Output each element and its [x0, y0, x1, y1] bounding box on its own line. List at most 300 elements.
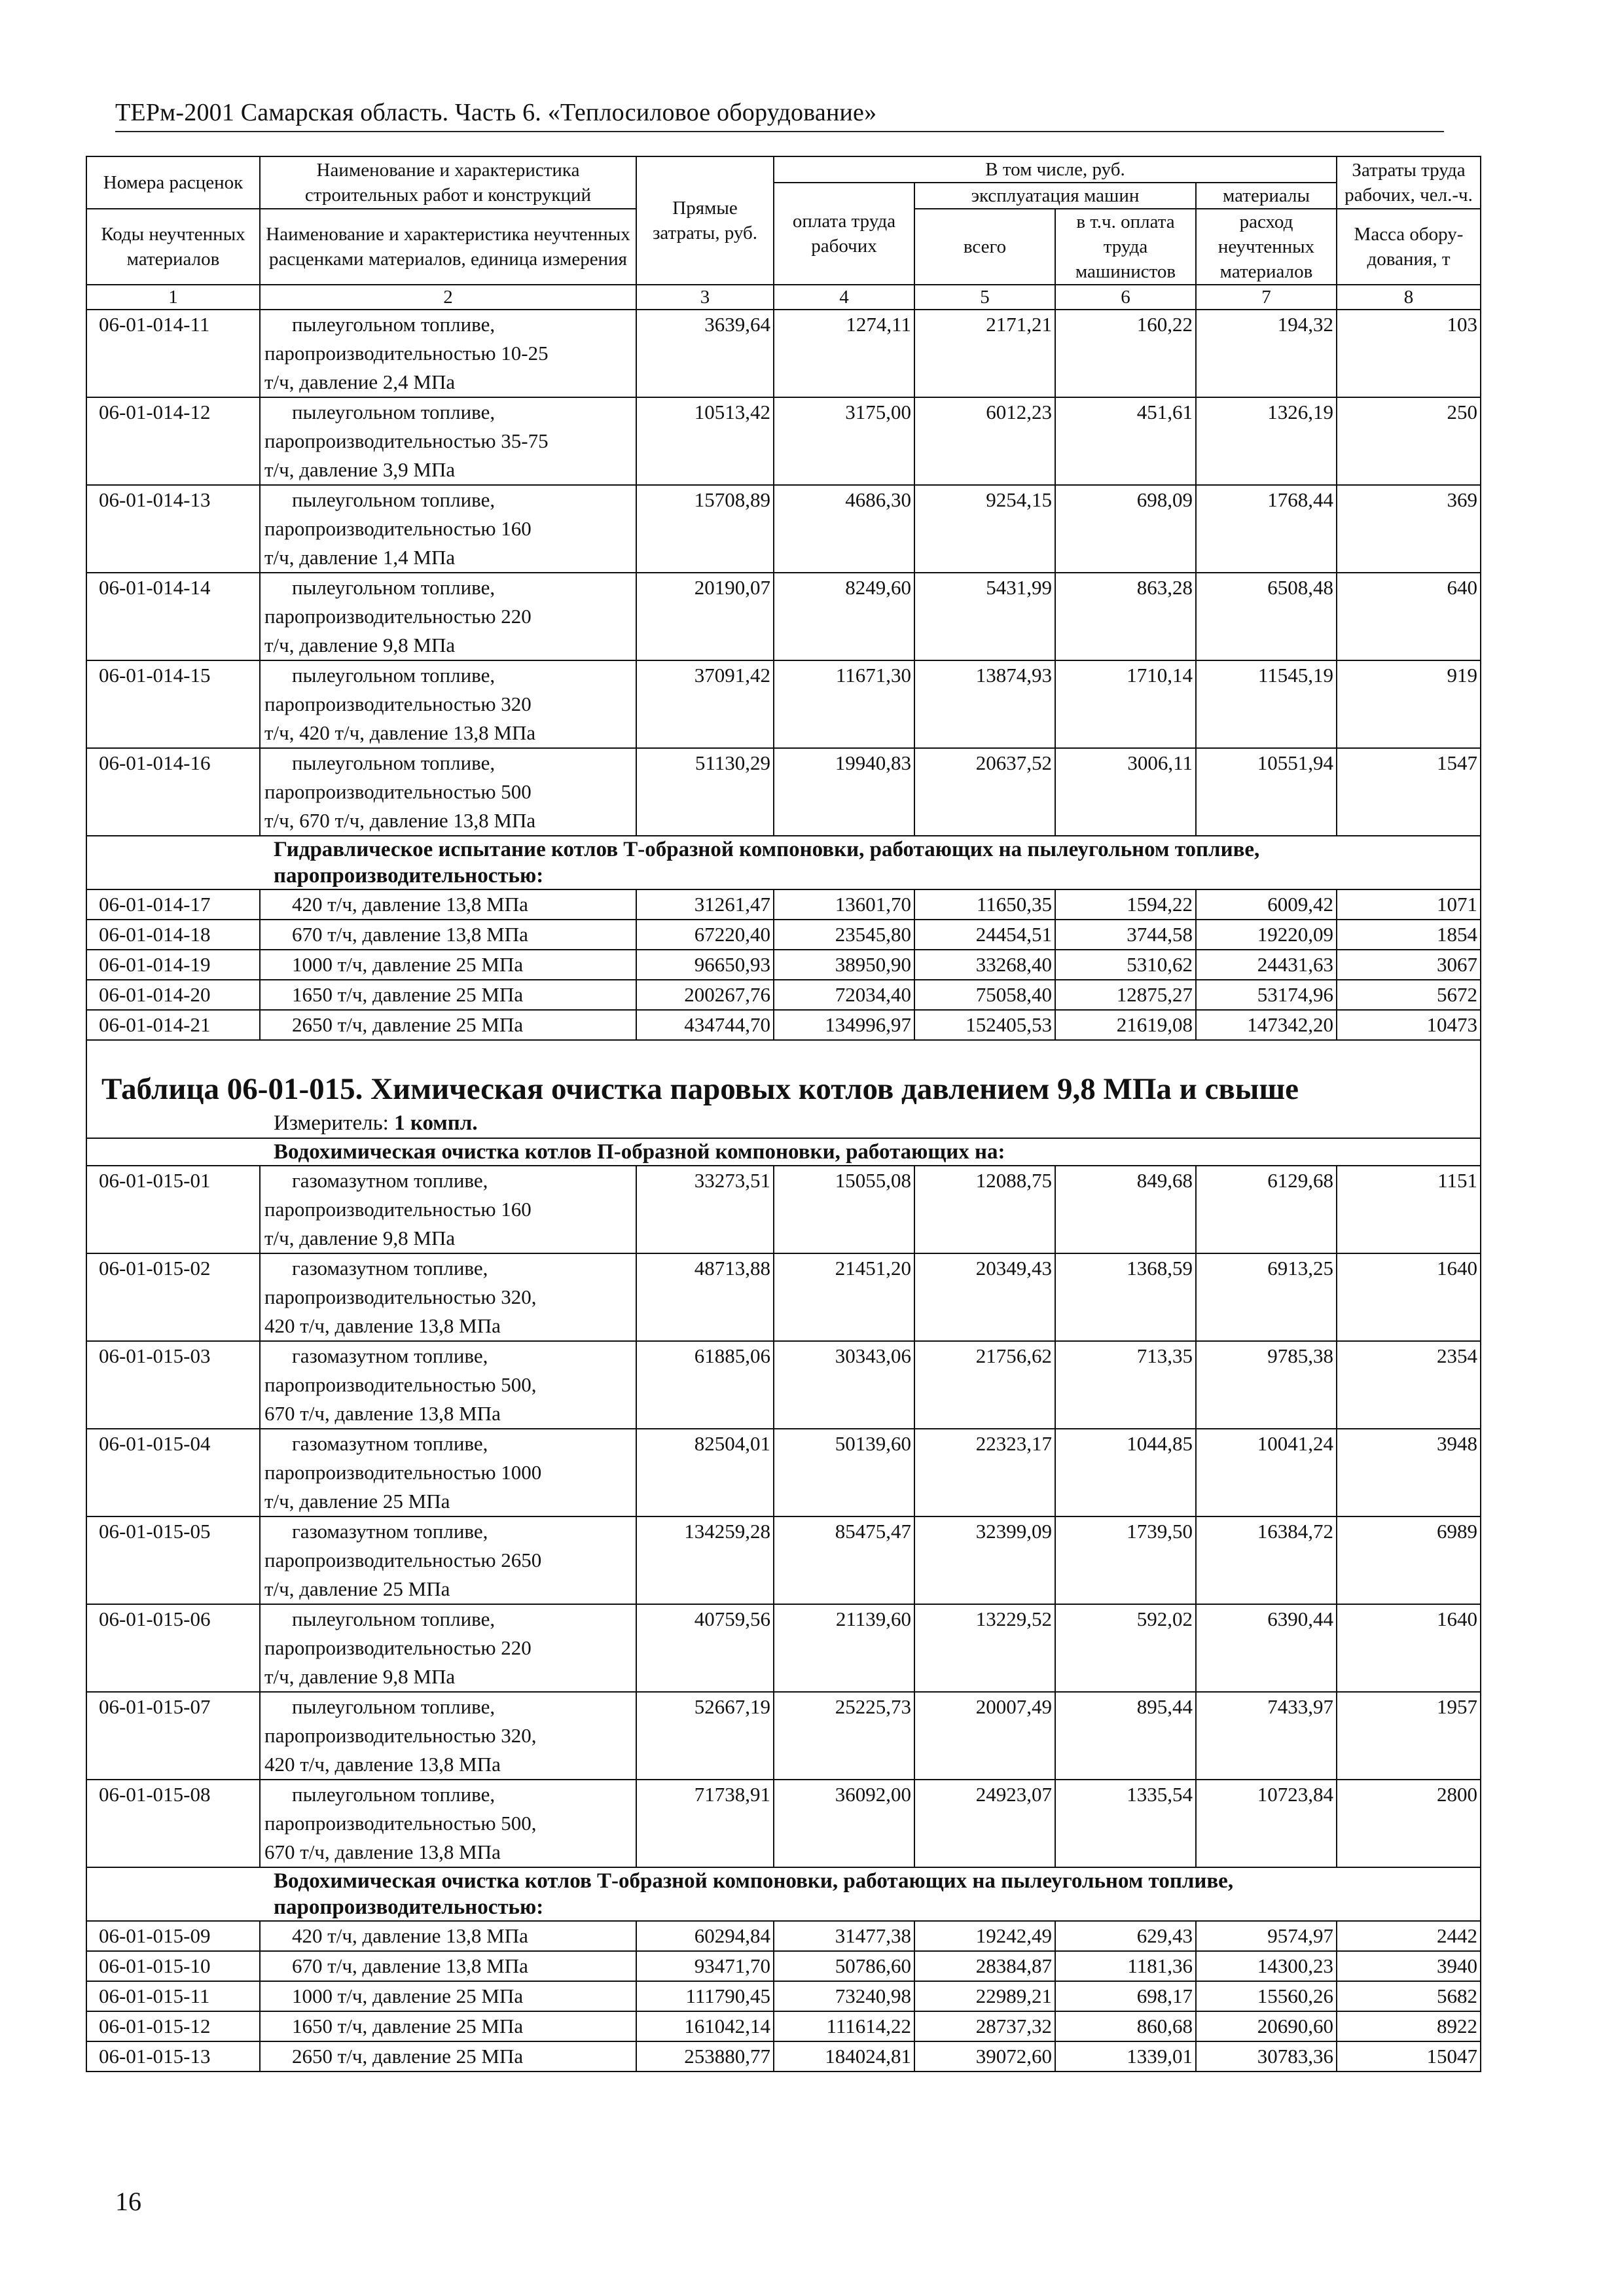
materials-value: 10551,94 [1196, 748, 1337, 836]
description-line: т/ч, давление 25 МПа [264, 1577, 450, 1600]
materials-value: 24431,63 [1196, 950, 1337, 980]
description-line: т/ч, давление 9,8 МПа [264, 1665, 456, 1688]
materials-value: 16384,72 [1196, 1516, 1337, 1604]
table-row [86, 950, 1481, 980]
description-line: 2650 т/ч, давление 25 МПа [292, 2045, 524, 2068]
direct-costs-value: 67220,40 [636, 920, 774, 950]
column-number: 6 [1055, 285, 1196, 310]
machines-total-value: 32399,09 [914, 1516, 1055, 1604]
rate-code: 06-01-015-04 [86, 1429, 260, 1516]
rate-description [260, 397, 636, 485]
workers-pay-value: 30343,06 [774, 1341, 914, 1429]
table-row [86, 1981, 1481, 2011]
labor-hours-value: 250 [1337, 397, 1481, 485]
rate-code: 06-01-014-14 [86, 573, 260, 660]
operators-pay-value: 12875,27 [1055, 980, 1196, 1010]
description-line: 420 т/ч, давление 13,8 МПа [292, 893, 528, 916]
description-line: 420 т/ч, давление 13,8 МПа [264, 1753, 501, 1776]
machines-total-value: 2171,21 [914, 310, 1055, 397]
description-line: пылеугольном топливе, [292, 401, 496, 423]
rate-code: 06-01-014-11 [86, 310, 260, 397]
description-line: пылеугольном топливе, [292, 664, 496, 687]
workers-pay-value: 11671,30 [774, 660, 914, 748]
workers-pay-value: 72034,40 [774, 980, 914, 1010]
table-row [86, 1429, 1481, 1516]
machines-total-value: 21756,62 [914, 1341, 1055, 1429]
machines-total-value: 13874,93 [914, 660, 1055, 748]
materials-value: 147342,20 [1196, 1010, 1337, 1040]
col5-header: всего [914, 209, 1055, 285]
col3-header: Прямые затраты, руб. [636, 156, 774, 285]
direct-costs-value: 71738,91 [636, 1780, 774, 1867]
machines-total-value: 11650,35 [914, 889, 1055, 920]
rate-code: 06-01-015-09 [86, 1921, 260, 1951]
table-row [86, 748, 1481, 836]
column-number: 8 [1337, 285, 1481, 310]
workers-pay-value: 8249,60 [774, 573, 914, 660]
materials-value: 10723,84 [1196, 1780, 1337, 1867]
description-line: 670 т/ч, давление 13,8 МПа [292, 923, 528, 946]
workers-pay-value: 50139,60 [774, 1429, 914, 1516]
materials-value: 1768,44 [1196, 485, 1337, 573]
direct-costs-value: 93471,70 [636, 1951, 774, 1981]
rate-description [260, 1981, 636, 2011]
column-number: 5 [914, 285, 1055, 310]
workers-pay-value: 3175,00 [774, 397, 914, 485]
materials-value: 53174,96 [1196, 980, 1337, 1010]
description-line: газомазутном топливе, [292, 1520, 488, 1543]
rate-code: 06-01-014-12 [86, 397, 260, 485]
description-line: газомазутном топливе, [292, 1257, 488, 1280]
materials-value: 19220,09 [1196, 920, 1337, 950]
table2-title-block [86, 1040, 1481, 1166]
labor-hours-value: 5672 [1337, 980, 1481, 1010]
materials-value: 6913,25 [1196, 1253, 1337, 1341]
description-line: пылеугольном топливе, [292, 1695, 496, 1718]
rate-description [260, 1010, 636, 1040]
workers-pay-value: 23545,80 [774, 920, 914, 950]
description-line: 420 т/ч, давление 13,8 МПа [264, 1314, 501, 1337]
rate-description [260, 2041, 636, 2072]
workers-pay-value: 50786,60 [774, 1951, 914, 1981]
workers-pay-value: 25225,73 [774, 1692, 914, 1780]
rate-code: 06-01-015-01 [86, 1166, 260, 1253]
description-line: газомазутном топливе, [292, 1169, 488, 1192]
machines-total-value: 152405,53 [914, 1010, 1055, 1040]
description-line: паропроизводительностью 160 [264, 517, 532, 540]
operators-pay-value: 1710,14 [1055, 660, 1196, 748]
table-row [86, 1516, 1481, 1604]
rate-description [260, 573, 636, 660]
materials-value: 9785,38 [1196, 1341, 1337, 1429]
description-line: 670 т/ч, давление 13,8 МПа [264, 1840, 501, 1863]
direct-costs-value: 200267,76 [636, 980, 774, 1010]
table-row [86, 920, 1481, 950]
section-heading [86, 1867, 1481, 1921]
description-line: пылеугольном топливе, [292, 313, 496, 336]
rate-code: 06-01-014-16 [86, 748, 260, 836]
section-heading-line: паропроизводительностью: [274, 864, 544, 888]
description-line: т/ч, давление 2,4 МПа [264, 370, 456, 393]
measure-line [87, 1110, 1480, 1138]
machines-total-value: 39072,60 [914, 2041, 1055, 2072]
direct-costs-value: 31261,47 [636, 889, 774, 920]
rate-code: 06-01-015-03 [86, 1341, 260, 1429]
rate-code: 06-01-015-10 [86, 1951, 260, 1981]
labor-hours-value: 3067 [1337, 950, 1481, 980]
rows-group-c [86, 1166, 1481, 1867]
operators-pay-value: 3006,11 [1055, 748, 1196, 836]
rate-code: 06-01-015-02 [86, 1253, 260, 1341]
direct-costs-value: 61885,06 [636, 1341, 774, 1429]
measure-value: 1 компл. [394, 1111, 478, 1135]
section-heading-line: Водохимическая очистка котлов Т-образной компоновки, работающих на пылеугольном топливе, [274, 1869, 1234, 1893]
description-line: пылеугольном топливе, [292, 576, 496, 599]
materials-value: 6390,44 [1196, 1604, 1337, 1692]
rate-code: 06-01-015-12 [86, 2011, 260, 2041]
direct-costs-value: 51130,29 [636, 748, 774, 836]
materials-value: 30783,36 [1196, 2041, 1337, 2072]
rate-description [260, 1692, 636, 1780]
labor-hours-value: 1854 [1337, 920, 1481, 950]
description-line: паропроизводительностью 320 [264, 692, 532, 715]
section-heading-line: паропроизводительностью: [274, 1895, 544, 1919]
rate-code: 06-01-015-11 [86, 1981, 260, 2011]
description-line: т/ч, давление 1,4 МПа [264, 546, 456, 569]
operators-pay-value: 860,68 [1055, 2011, 1196, 2041]
table2-title: Таблица 06-01-015. Химическая очистка паровых котлов давлением 9,8 МПа и свыше [101, 1072, 1299, 1106]
materials-value: 1326,19 [1196, 397, 1337, 485]
labor-hours-value: 2800 [1337, 1780, 1481, 1867]
table-header [86, 156, 1481, 310]
workers-pay-value: 73240,98 [774, 1981, 914, 2011]
labor-hours-value: 8922 [1337, 2011, 1481, 2041]
labor-hours-value: 10473 [1337, 1010, 1481, 1040]
materials-value: 9574,97 [1196, 1921, 1337, 1951]
labor-hours-value: 1640 [1337, 1253, 1481, 1341]
table-row [86, 889, 1481, 920]
col4-header: оплата труда рабочих [774, 183, 914, 285]
rate-description [260, 980, 636, 1010]
rate-description [260, 1780, 636, 1867]
direct-costs-value: 48713,88 [636, 1253, 774, 1341]
rate-description [260, 1516, 636, 1604]
workers-pay-value: 13601,70 [774, 889, 914, 920]
rate-code: 06-01-015-07 [86, 1692, 260, 1780]
direct-costs-value: 161042,14 [636, 2011, 774, 2041]
operators-pay-value: 160,22 [1055, 310, 1196, 397]
column-number: 7 [1196, 285, 1337, 310]
table-row [86, 660, 1481, 748]
description-line: т/ч, давление 3,9 МПа [264, 458, 456, 481]
labor-hours-value: 919 [1337, 660, 1481, 748]
machines-total-value: 19242,49 [914, 1921, 1055, 1951]
rate-code: 06-01-014-15 [86, 660, 260, 748]
labor-hours-value: 1640 [1337, 1604, 1481, 1692]
operators-pay-value: 1181,36 [1055, 1951, 1196, 1981]
machines-total-value: 9254,15 [914, 485, 1055, 573]
labor-hours-value: 2442 [1337, 1921, 1481, 1951]
workers-pay-value: 21139,60 [774, 1604, 914, 1692]
rate-description [260, 2011, 636, 2041]
machines-header: эксплуатация машин [914, 183, 1196, 209]
description-line: пылеугольном топливе, [292, 1783, 496, 1806]
direct-costs-value: 111790,45 [636, 1981, 774, 2011]
description-line: паропроизводительностью 160 [264, 1198, 532, 1221]
machines-total-value: 6012,23 [914, 397, 1055, 485]
table-row [86, 1921, 1481, 1951]
rows-group-a [86, 310, 1481, 836]
rate-code: 06-01-014-13 [86, 485, 260, 573]
machines-total-value: 33268,40 [914, 950, 1055, 980]
materials-value: 10041,24 [1196, 1429, 1337, 1516]
materials-value: 6009,42 [1196, 889, 1337, 920]
labor-hours-value: 1957 [1337, 1692, 1481, 1780]
description-line: 420 т/ч, давление 13,8 МПа [292, 1924, 528, 1947]
table-row [86, 1253, 1481, 1341]
description-line: 1650 т/ч, давление 25 МПа [292, 2015, 524, 2037]
workers-pay-value: 15055,08 [774, 1166, 914, 1253]
workers-pay-value: 184024,81 [774, 2041, 914, 2072]
materials-value: 6508,48 [1196, 573, 1337, 660]
labor-hours-value: 15047 [1337, 2041, 1481, 2072]
machines-total-value: 24923,07 [914, 1780, 1055, 1867]
operators-pay-value: 1339,01 [1055, 2041, 1196, 2072]
col7-header: расход неучтенных материалов [1196, 209, 1337, 285]
materials-value: 14300,23 [1196, 1951, 1337, 1981]
table-row [86, 1010, 1481, 1040]
column-number: 4 [774, 285, 914, 310]
section-heading: Водохимическая очистка котлов П-образной компоновки, работающих на: [86, 1138, 1481, 1166]
materials-value: 15560,26 [1196, 1981, 1337, 2011]
table2-title-cell [86, 1040, 1481, 1138]
description-line: паропроизводительностью 320, [264, 1724, 537, 1747]
rate-description [260, 485, 636, 573]
rate-code: 06-01-014-18 [86, 920, 260, 950]
col8-top-header: Затраты труда рабочих, чел.-ч. [1337, 156, 1481, 209]
workers-pay-value: 19940,83 [774, 748, 914, 836]
description-line: паропроизводительностью 500 [264, 780, 532, 803]
rows-group-b [86, 889, 1481, 1040]
rate-description [260, 660, 636, 748]
table-row [86, 2041, 1481, 2072]
measure-label: Измеритель: [274, 1111, 389, 1135]
materials-value: 6129,68 [1196, 1166, 1337, 1253]
machines-total-value: 5431,99 [914, 573, 1055, 660]
labor-hours-value: 103 [1337, 310, 1481, 397]
workers-pay-value: 85475,47 [774, 1516, 914, 1604]
description-line: пылеугольном топливе, [292, 751, 496, 774]
materials-value: 20690,60 [1196, 2011, 1337, 2041]
machines-total-value: 28384,87 [914, 1951, 1055, 1981]
operators-pay-value: 1594,22 [1055, 889, 1196, 920]
description-line: пылеугольном топливе, [292, 1607, 496, 1630]
materials-header: материалы [1196, 183, 1337, 209]
description-line: паропроизводительностью 10-25 [264, 342, 549, 365]
rate-code: 06-01-015-05 [86, 1516, 260, 1604]
description-line: паропроизводительностью 500, [264, 1373, 537, 1396]
rate-code: 06-01-015-08 [86, 1780, 260, 1867]
rate-code: 06-01-015-06 [86, 1604, 260, 1692]
direct-costs-value: 134259,28 [636, 1516, 774, 1604]
labor-hours-value: 6989 [1337, 1516, 1481, 1604]
rate-code: 06-01-014-17 [86, 889, 260, 920]
materials-value: 7433,97 [1196, 1692, 1337, 1780]
col2-top-header: Наименование и характеристика строительных работ и конструкций [260, 156, 636, 209]
operators-pay-value: 21619,08 [1055, 1010, 1196, 1040]
description-line: паропроизводительностью 1000 [264, 1461, 542, 1484]
direct-costs-value: 96650,93 [636, 950, 774, 980]
machines-total-value: 24454,51 [914, 920, 1055, 950]
section-heading [86, 836, 1481, 889]
operators-pay-value: 713,35 [1055, 1341, 1196, 1429]
rate-description [260, 1253, 636, 1341]
direct-costs-value: 253880,77 [636, 2041, 774, 2072]
col1-top-header: Номера расценок [86, 156, 260, 209]
rate-description [260, 889, 636, 920]
rate-description [260, 1166, 636, 1253]
machines-total-value: 20637,52 [914, 748, 1055, 836]
description-line: пылеугольном топливе, [292, 488, 496, 511]
direct-costs-value: 52667,19 [636, 1692, 774, 1780]
description-line: т/ч, 670 т/ч, давление 13,8 МПа [264, 809, 536, 832]
direct-costs-value: 33273,51 [636, 1166, 774, 1253]
labor-hours-value: 3948 [1337, 1429, 1481, 1516]
table-row [86, 485, 1481, 573]
description-line: паропроизводительностью 500, [264, 1812, 537, 1835]
operators-pay-value: 629,43 [1055, 1921, 1196, 1951]
direct-costs-value: 60294,84 [636, 1921, 774, 1951]
operators-pay-value: 698,17 [1055, 1981, 1196, 2011]
col2-bottom-header: Наименование и характеристика неучтенных расценками материалов, единица измерения [260, 209, 636, 285]
rate-code: 06-01-015-13 [86, 2041, 260, 2072]
direct-costs-value: 3639,64 [636, 310, 774, 397]
description-line: т/ч, 420 т/ч, давление 13,8 МПа [264, 721, 536, 744]
table-row [86, 1341, 1481, 1429]
machines-total-value: 28737,32 [914, 2011, 1055, 2041]
rate-description [260, 1921, 636, 1951]
direct-costs-value: 10513,42 [636, 397, 774, 485]
description-line: т/ч, давление 9,8 МПа [264, 1227, 456, 1249]
machines-total-value: 20349,43 [914, 1253, 1055, 1341]
table-row [86, 1951, 1481, 1981]
labor-hours-value: 2354 [1337, 1341, 1481, 1429]
description-line: паропроизводительностью 2650 [264, 1549, 542, 1571]
operators-pay-value: 863,28 [1055, 573, 1196, 660]
description-line: т/ч, давление 9,8 МПа [264, 634, 456, 656]
rows-group-d [86, 1921, 1481, 2072]
direct-costs-value: 37091,42 [636, 660, 774, 748]
section-d [86, 1867, 1481, 1921]
table-row [86, 310, 1481, 397]
labor-hours-value: 5682 [1337, 1981, 1481, 2011]
description-line: 670 т/ч, давление 13,8 МПа [264, 1402, 501, 1425]
description-line: 2650 т/ч, давление 25 МПа [292, 1013, 524, 1036]
rate-code: 06-01-014-20 [86, 980, 260, 1010]
operators-pay-value: 1044,85 [1055, 1429, 1196, 1516]
labor-hours-value: 640 [1337, 573, 1481, 660]
machines-total-value: 22989,21 [914, 1981, 1055, 2011]
table-row [86, 1692, 1481, 1780]
workers-pay-value: 31477,38 [774, 1921, 914, 1951]
operators-pay-value: 3744,58 [1055, 920, 1196, 950]
operators-pay-value: 451,61 [1055, 397, 1196, 485]
machines-total-value: 20007,49 [914, 1692, 1055, 1780]
column-number: 3 [636, 285, 774, 310]
operators-pay-value: 895,44 [1055, 1692, 1196, 1780]
col8-bottom-header: Масса обору-дования, т [1337, 209, 1481, 285]
page-number: 16 [115, 2187, 141, 2216]
section-heading-line: Гидравлическое испытание котлов Т-образной компоновки, работающих на пылеугольном топливе, [274, 838, 1260, 861]
direct-costs-value: 15708,89 [636, 485, 774, 573]
workers-pay-value: 134996,97 [774, 1010, 914, 1040]
description-line: паропроизводительностью 220 [264, 1636, 532, 1659]
labor-hours-value: 1547 [1337, 748, 1481, 836]
rate-description [260, 1429, 636, 1516]
rate-description [260, 748, 636, 836]
machines-total-value: 13229,52 [914, 1604, 1055, 1692]
materials-value: 11545,19 [1196, 660, 1337, 748]
table-row [86, 1604, 1481, 1692]
rate-description [260, 950, 636, 980]
labor-hours-value: 369 [1337, 485, 1481, 573]
rates-table [86, 156, 1481, 2072]
rate-code: 06-01-014-19 [86, 950, 260, 980]
column-numbers-row [86, 285, 1481, 310]
table-row [86, 397, 1481, 485]
table-row [86, 1780, 1481, 1867]
workers-pay-value: 4686,30 [774, 485, 914, 573]
description-line: паропроизводительностью 320, [264, 1285, 537, 1308]
rate-description [260, 1341, 636, 1429]
workers-pay-value: 21451,20 [774, 1253, 914, 1341]
machines-total-value: 12088,75 [914, 1166, 1055, 1253]
description-line: 670 т/ч, давление 13,8 МПа [292, 1954, 528, 1977]
labor-hours-value: 3940 [1337, 1951, 1481, 1981]
workers-pay-value: 36092,00 [774, 1780, 914, 1867]
machines-total-value: 22323,17 [914, 1429, 1055, 1516]
table-row [86, 573, 1481, 660]
col6-header: в т.ч. оплата труда машинистов [1055, 209, 1196, 285]
description-line: 1650 т/ч, давление 25 МПа [292, 983, 524, 1006]
operators-pay-value: 849,68 [1055, 1166, 1196, 1253]
labor-hours-value: 1151 [1337, 1166, 1481, 1253]
rate-description [260, 310, 636, 397]
workers-pay-value: 111614,22 [774, 2011, 914, 2041]
direct-costs-value: 20190,07 [636, 573, 774, 660]
page-header: ТЕРм-2001 Самарская область. Часть 6. «Теплосиловое оборудование» [115, 97, 1444, 132]
operators-pay-value: 1739,50 [1055, 1516, 1196, 1604]
workers-pay-value: 1274,11 [774, 310, 914, 397]
description-line: 1000 т/ч, давление 25 МПа [292, 1984, 524, 2007]
rate-description [260, 1604, 636, 1692]
description-line: газомазутном топливе, [292, 1344, 488, 1367]
direct-costs-value: 40759,56 [636, 1604, 774, 1692]
section-b [86, 836, 1481, 889]
workers-pay-value: 38950,90 [774, 950, 914, 980]
operators-pay-value: 5310,62 [1055, 950, 1196, 980]
machines-total-value: 75058,40 [914, 980, 1055, 1010]
description-line: паропроизводительностью 220 [264, 605, 532, 628]
labor-hours-value: 1071 [1337, 889, 1481, 920]
direct-costs-value: 434744,70 [636, 1010, 774, 1040]
materials-value: 194,32 [1196, 310, 1337, 397]
description-line: т/ч, давление 25 МПа [264, 1490, 450, 1513]
column-number: 1 [86, 285, 260, 310]
operators-pay-value: 1368,59 [1055, 1253, 1196, 1341]
rate-code: 06-01-014-21 [86, 1010, 260, 1040]
group-header: В том числе, руб. [774, 156, 1337, 183]
